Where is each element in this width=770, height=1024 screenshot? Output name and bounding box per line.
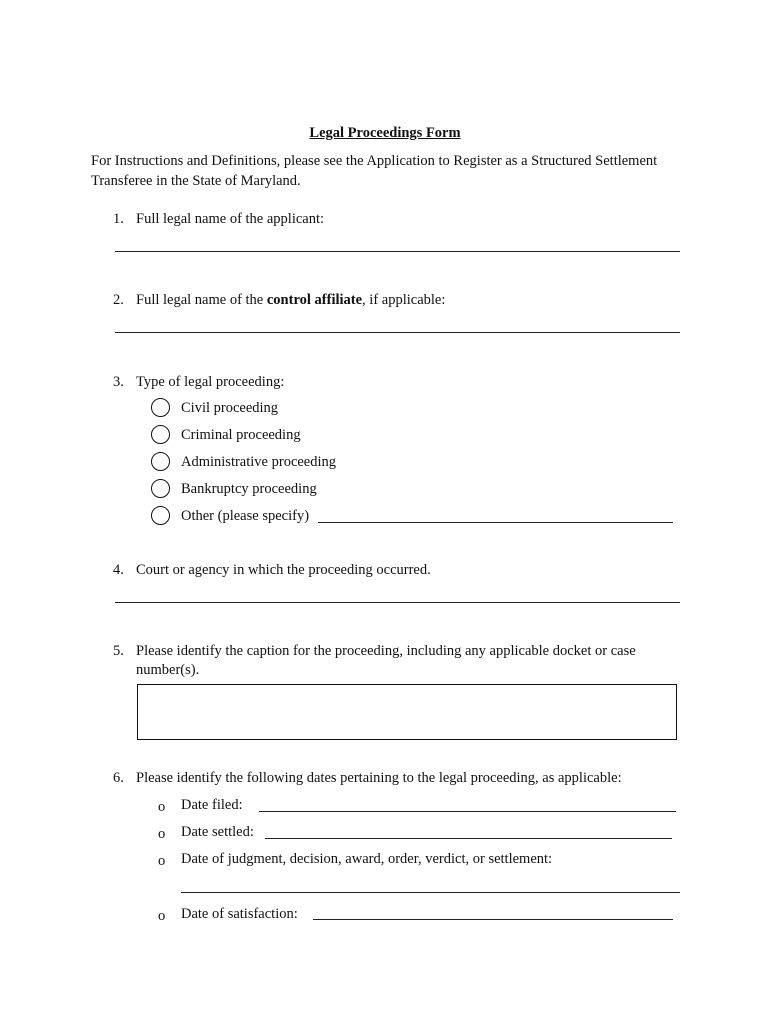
intro-line-1: For Instructions and Definitions, please see the Application to Register as a Structured Settlement xyxy=(91,153,658,169)
date-satisfaction-label: Date of satisfaction: xyxy=(181,906,298,922)
q1-number: 1. xyxy=(113,211,124,227)
q2-answer-line[interactable] xyxy=(115,332,680,333)
q4-label: Court or agency in which the proceeding occurred. xyxy=(136,562,431,578)
bullet-icon: o xyxy=(158,853,166,869)
date-settled-line[interactable] xyxy=(265,838,672,839)
radio-criminal-proceeding[interactable] xyxy=(151,425,170,444)
q6-number: 6. xyxy=(113,770,124,786)
q3-number: 3. xyxy=(113,374,124,390)
q5-label-line-2: number(s). xyxy=(136,662,200,678)
q2-label-before: Full legal name of the xyxy=(136,292,267,308)
q4-number: 4. xyxy=(113,562,124,578)
q5-label-line-1: Please identify the caption for the proceeding, including any applicable docket or case xyxy=(136,643,636,659)
q2-number: 2. xyxy=(113,292,124,308)
date-judgment-line[interactable] xyxy=(181,892,680,893)
radio-bankruptcy-proceeding[interactable] xyxy=(151,479,170,498)
q4-answer-line[interactable] xyxy=(115,602,680,603)
q3-label: Type of legal proceeding: xyxy=(136,374,285,390)
q1-answer-line[interactable] xyxy=(115,251,680,252)
option-bankruptcy-proceeding: Bankruptcy proceeding xyxy=(181,481,317,497)
bullet-icon: o xyxy=(158,799,166,815)
date-judgment-label: Date of judgment, decision, award, order, verdict, or settlement: xyxy=(181,851,553,867)
date-filed-label: Date filed: xyxy=(181,797,243,813)
radio-civil-proceeding[interactable] xyxy=(151,398,170,417)
option-other-proceeding: Other (please specify) xyxy=(181,508,310,524)
form-title: Legal Proceedings Form xyxy=(309,125,461,141)
option-administrative-proceeding: Administrative proceeding xyxy=(181,454,337,470)
option-civil-proceeding: Civil proceeding xyxy=(181,400,279,416)
bullet-icon: o xyxy=(158,908,166,924)
option-criminal-proceeding: Criminal proceeding xyxy=(181,427,301,443)
radio-other-proceeding[interactable] xyxy=(151,506,170,525)
other-specify-line[interactable] xyxy=(318,522,673,523)
radio-administrative-proceeding[interactable] xyxy=(151,452,170,471)
intro-line-2: Transferee in the State of Maryland. xyxy=(91,173,301,189)
q5-number: 5. xyxy=(113,643,124,659)
q2-label xyxy=(136,291,445,309)
bullet-icon: o xyxy=(158,826,166,842)
q5-caption-textbox[interactable] xyxy=(137,684,677,740)
date-satisfaction-line[interactable] xyxy=(313,919,673,920)
q2-label-bold: control affiliate xyxy=(266,292,363,308)
date-settled-label: Date settled: xyxy=(181,824,254,840)
q6-label: Please identify the following dates pertaining to the legal proceeding, as applicable: xyxy=(136,770,622,786)
date-filed-line[interactable] xyxy=(259,811,676,812)
q1-label: Full legal name of the applicant: xyxy=(136,211,325,227)
q2-label-after: , if applicable: xyxy=(362,292,446,308)
